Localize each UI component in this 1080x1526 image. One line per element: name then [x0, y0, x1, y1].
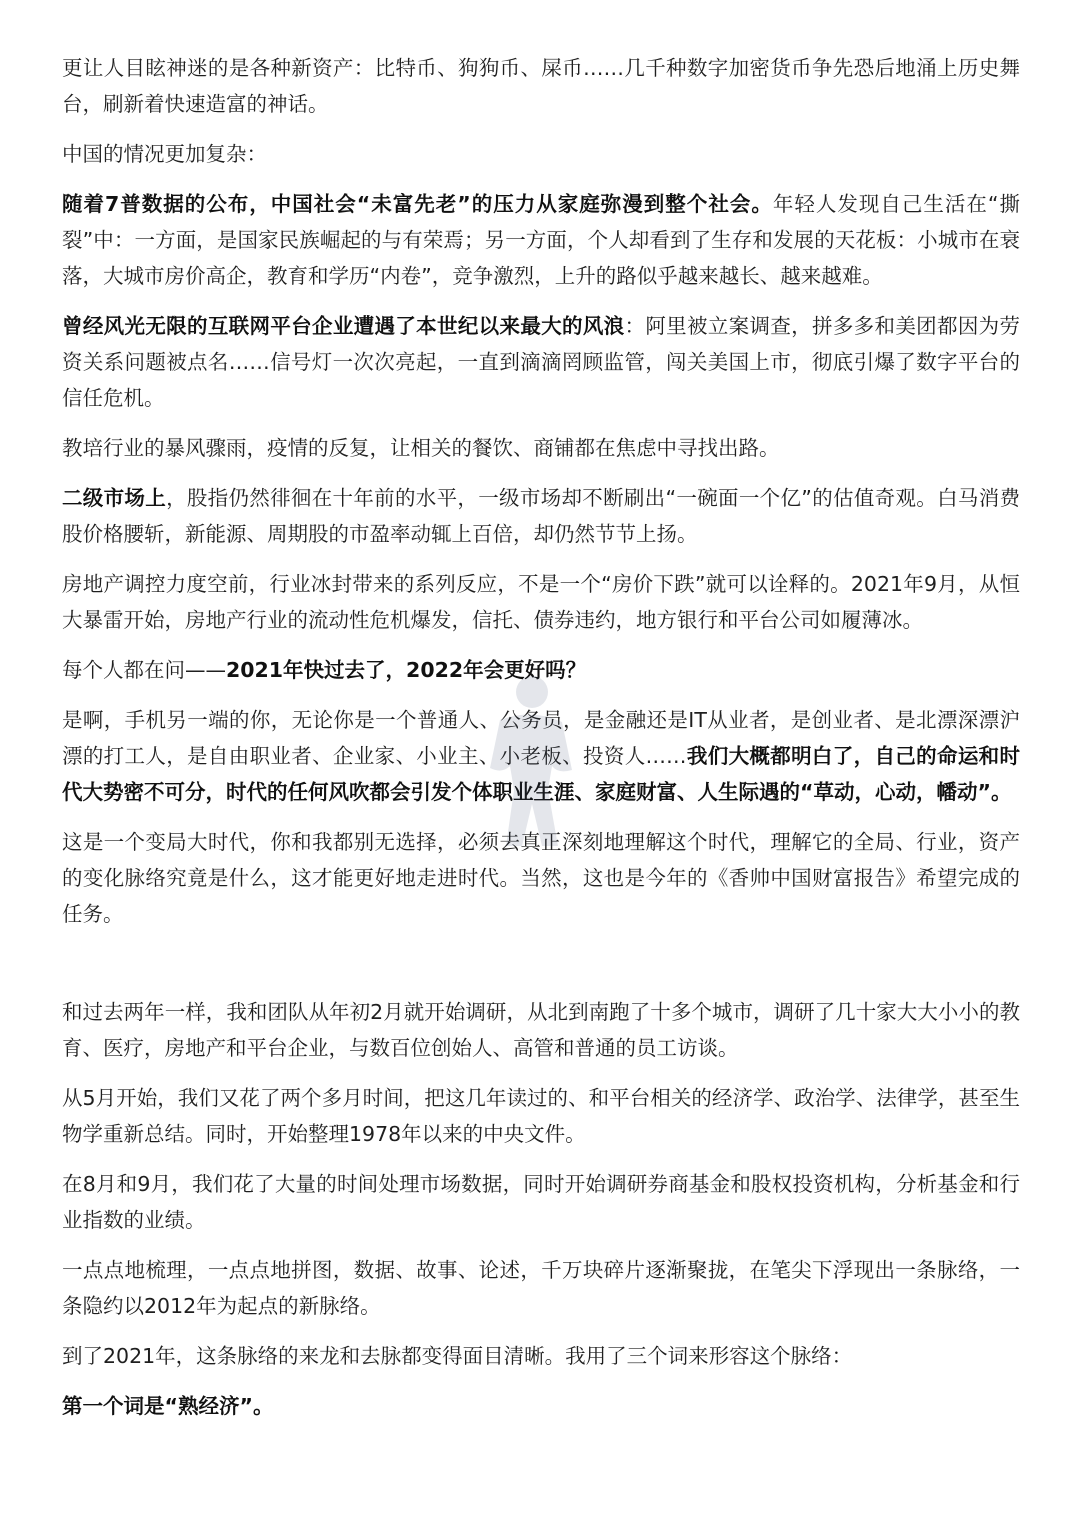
paragraph: [62, 994, 1020, 1066]
paragraph: [62, 1388, 1020, 1424]
paragraph: [62, 308, 1020, 416]
paragraph: [62, 50, 1020, 122]
text-span: 一点点地梳理，一点点地拼图，数据、故事、论述，千万块碎片逐渐聚拢，在笔尖下浮现出一条脉络，一条隐约以2012年为起点的新脉络。: [62, 1258, 1020, 1318]
text-span: 每个人都在问——: [62, 658, 226, 682]
text-span: ，股指仍然徘徊在十年前的水平，一级市场却不断刷出“一碗面一个亿”的估值奇观。白马消费股价格腰斩，新能源、周期股的市盈率动辄上百倍，却仍然节节上扬。: [62, 486, 1021, 546]
paragraph: [62, 702, 1020, 810]
text-span: 从5月开始，我们又花了两个多月时间，把这几年读过的、和平台相关的经济学、政治学、法律学，甚至生物学重新总结。同时，开始整理1978年以来的中央文件。: [62, 1086, 1020, 1146]
text-span: 这是一个变局大时代，你和我都别无选择，必须去真正深刻地理解这个时代，理解它的全局、行业，资产的变化脉络究竟是什么，这才能更好地走进时代。当然，这也是今年的《香帅中国财富报告》希望完成的任务。: [62, 830, 1020, 926]
article-section-top: [62, 50, 1020, 932]
section-gap: [62, 946, 1020, 994]
paragraph: [62, 186, 1020, 294]
bold-text: 2021年快过去了，2022年会更好吗？: [226, 658, 587, 682]
paragraph: [62, 1080, 1020, 1152]
text-span: 更让人目眩神迷的是各种新资产：比特币、狗狗币、屎币……几千种数字加密货币争先恐后地涌上历史舞台，刷新着快速造富的神话。: [62, 56, 1020, 116]
paragraph: [62, 652, 1020, 688]
bold-text: 二级市场上: [62, 486, 167, 510]
text-span: 房地产调控力度空前，行业冰封带来的系列反应，不是一个“房价下跌”就可以诠释的。2021年9月，从恒大暴雷开始，房地产行业的流动性危机爆发，信托、债券违约，地方银行和平台公司如履薄冰。: [62, 572, 1020, 632]
paragraph: [62, 1166, 1020, 1238]
text-span: 到了2021年，这条脉络的来龙和去脉都变得面目清晰。我用了三个词来形容这个脉络：: [62, 1344, 853, 1368]
bold-text: 随着7普数据的公布，中国社会“未富先老”的压力从家庭弥漫到整个社会。: [62, 192, 773, 216]
text-span: 是啊，手机另一端的你，无论你是一个普通人、公务员，是金融还是IT从业者，是创业者、是北漂深漂沪漂的打工人，是自由职业者、企业家、小业主、小老板、投资人……: [62, 708, 1020, 768]
paragraph: [62, 480, 1020, 552]
paragraph: [62, 1338, 1020, 1374]
text-span: 年轻人发现自己生活在“撕裂”中：一方面，是国家民族崛起的与有荣焉；另一方面，个人却看到了生存和发展的天花板：小城市在衰落，大城市房价高企，教育和学历“内卷”，竞争激烈，上升的路似乎越来越长、越来越难。: [62, 192, 1020, 288]
paragraph: [62, 1252, 1020, 1324]
bold-text: 我们大概都明白了，自己的命运和时代大势密不可分，时代的任何风吹都会引发个体职业生涯、家庭财富、人生际遇的“草动，心动，幡动”。: [62, 744, 1021, 804]
bold-text: 曾经风光无限的互联网平台企业遭遇了本世纪以来最大的风浪: [62, 314, 625, 338]
text-span: 在8月和9月，我们花了大量的时间处理市场数据，同时开始调研券商基金和股权投资机构，分析基金和行业指数的业绩。: [62, 1172, 1020, 1232]
text-span: 教培行业的暴风骤雨，疫情的反复，让相关的餐饮、商铺都在焦虑中寻找出路。: [62, 436, 780, 460]
text-span: 中国的情况更加复杂：: [62, 142, 267, 166]
paragraph: [62, 430, 1020, 466]
paragraph: [62, 824, 1020, 932]
paragraph: [62, 136, 1020, 172]
text-span: ：阿里被立案调查，拼多多和美团都因为劳资关系问题被点名……信号灯一次次亮起，一直到滴滴罔顾监管，闯关美国上市，彻底引爆了数字平台的信任危机。: [62, 314, 1020, 410]
text-span: 和过去两年一样，我和团队从年初2月就开始调研，从北到南跑了十多个城市，调研了几十家大大小小的教育、医疗，房地产和平台企业，与数百位创始人、高管和普通的员工访谈。: [62, 1000, 1020, 1060]
article-section-bottom: [62, 994, 1020, 1424]
paragraph: [62, 566, 1020, 638]
bold-text: 第一个词是“熟经济”。: [62, 1394, 274, 1418]
